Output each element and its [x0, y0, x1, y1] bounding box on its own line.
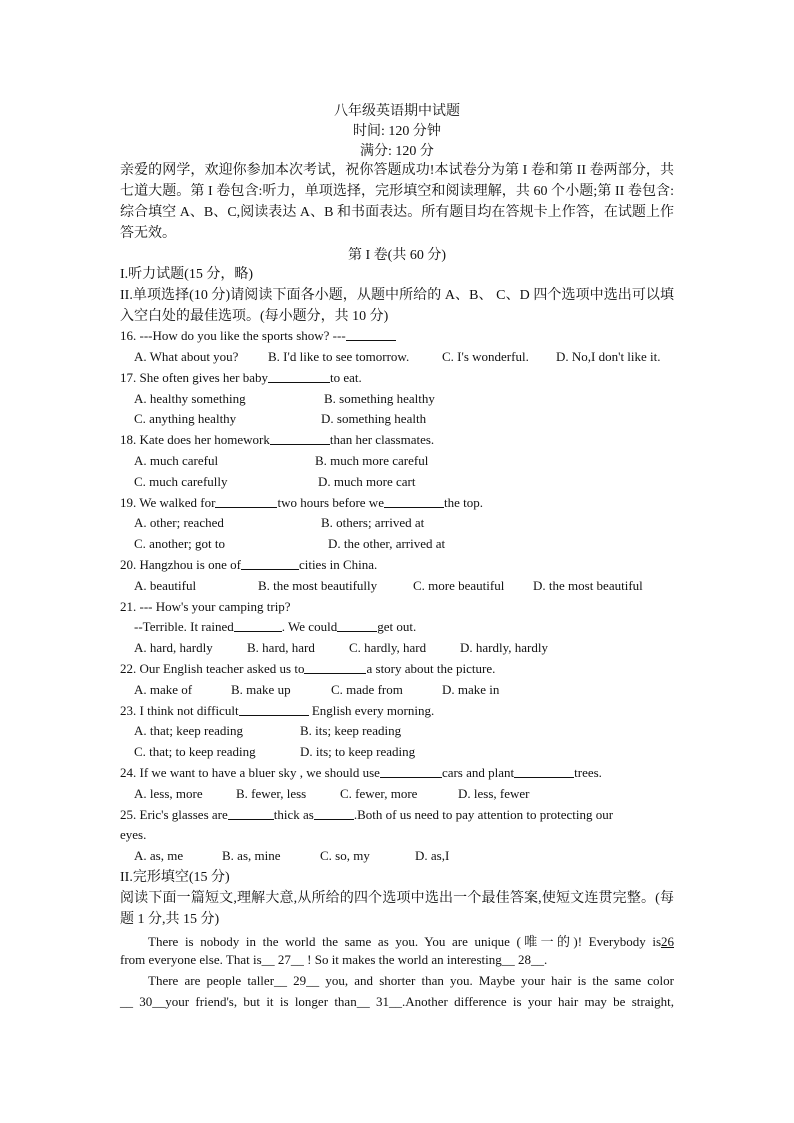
option-a: A. What about you?: [134, 349, 239, 364]
question-21-response-b: . We could: [281, 619, 338, 634]
passage-para1-line2: from everyone else. That is__ 27__ ! So it makes the world an interesting__ 28__.: [120, 952, 548, 967]
question-21-response-c: get out.: [377, 619, 417, 634]
question-20-options: [134, 578, 643, 594]
question-18-stem-a: 18. Kate does her homework: [120, 432, 270, 447]
option-a: A. that; keep reading: [134, 723, 244, 738]
question-22-stem-a: 22. Our English teacher asked us to: [120, 661, 305, 676]
question-25-stem-c: .Both of us need to pay attention to protecting our: [353, 807, 614, 822]
part1-title: 第 I 卷(共 60 分): [348, 248, 446, 263]
answer-blank: [241, 557, 299, 570]
question-17-options-row1: [134, 391, 435, 407]
question-22-stem-b: a story about the picture.: [366, 661, 496, 676]
option-a: A. less, more: [134, 786, 203, 801]
option-b: B. the most beautifully: [258, 578, 378, 593]
question-25-stem-b: thick as: [273, 807, 314, 822]
section3-instr-2: 题 1 分,共 15 分): [120, 912, 220, 927]
question-18-options-row2: [134, 474, 415, 490]
option-d: D. as,I: [415, 848, 450, 863]
passage-text: There is nobody in the world the same as you. You are unique (唯一的)! Everybody is: [148, 934, 661, 949]
question-17: [120, 370, 362, 386]
question-23-options-row1: [134, 723, 401, 739]
passage-para2-line2: __ 30__your friend's, but it is longer than__ 31__.Another difference is your hair may be straight,: [120, 994, 674, 1009]
option-c: C. made from: [331, 682, 403, 697]
question-17-stem-a: 17. She often gives her baby: [120, 370, 269, 385]
option-a: A. hard, hardly: [134, 640, 213, 655]
intro-line-3: 综合填空 A、B、C,阅读表达 A、B 和书面表达。所有题目均在答规卡上作答，在试题上作: [120, 205, 674, 220]
question-19-options-row1: [134, 515, 424, 531]
question-23: [120, 703, 434, 719]
passage-para1-line1: [148, 931, 674, 950]
answer-blank: [215, 495, 277, 508]
option-c: C. that; to keep reading: [134, 744, 256, 759]
option-b: B. fewer, less: [236, 786, 307, 801]
blank-26: 26: [661, 934, 674, 949]
question-16: [120, 328, 396, 344]
option-d: D. the other, arrived at: [328, 536, 446, 551]
question-17-stem-b: to eat.: [330, 370, 362, 385]
option-c: C. another; got to: [134, 536, 225, 551]
question-24-stem-a: 24. If we want to have a bluer sky , we should use: [120, 765, 380, 780]
option-d: D. much more cart: [318, 474, 416, 489]
option-a: A. other; reached: [134, 515, 224, 530]
option-d: D. something health: [321, 411, 427, 426]
option-d: D. No,I don't like it.: [556, 349, 661, 364]
question-19-options-row2: [134, 536, 445, 552]
option-d: D. its; to keep reading: [300, 744, 416, 759]
answer-blank: [384, 495, 444, 508]
question-21: 21. --- How's your camping trip?: [120, 599, 291, 614]
option-c: C. more beautiful: [413, 578, 505, 593]
option-c: C. much carefully: [134, 474, 228, 489]
question-19: [120, 495, 483, 511]
intro-line-2: 七道大题。第 I 卷包含:听力，单项选择，完形填空和阅读理解，共 60 个小题;第 II 卷包含:: [120, 184, 674, 199]
section3-heading: II.完形填空(15 分): [120, 870, 230, 885]
intro-line-4: 答无效。: [120, 226, 176, 241]
question-21-options: [134, 640, 548, 656]
answer-blank: [270, 432, 330, 445]
question-17-options-row2: [134, 411, 426, 427]
question-18-options-row1: [134, 453, 428, 469]
question-23-options-row2: [134, 744, 415, 760]
option-d: D. less, fewer: [458, 786, 530, 801]
question-24-stem-c: trees.: [574, 765, 602, 780]
option-c: C. anything healthy: [134, 411, 237, 426]
question-24: [120, 765, 602, 781]
section1-heading: I.听力试题(15 分，略): [120, 267, 253, 282]
exam-time: 时间: 120 分钟: [353, 124, 441, 139]
question-24-stem-b: cars and plant: [441, 765, 515, 780]
option-a: A. beautiful: [134, 578, 197, 593]
question-21-response: [134, 619, 416, 635]
option-a: A. much careful: [134, 453, 219, 468]
question-18-stem-b: than her classmates.: [329, 432, 435, 447]
question-19-stem-a: 19. We walked for: [120, 495, 216, 510]
answer-blank: [304, 661, 366, 674]
option-c: C. I's wonderful.: [442, 349, 529, 364]
question-16-stem: 16. ---How do you like the sports show? ---: [120, 328, 346, 343]
option-c: C. hardly, hard: [349, 640, 427, 655]
option-c: C. so, my: [320, 848, 370, 863]
option-b: B. something healthy: [324, 391, 435, 406]
passage-para2-line1: There are people taller__ 29__ you, and shorter than you. Maybe your hair is the same color: [148, 973, 674, 988]
question-25-line2: eyes.: [120, 827, 147, 842]
answer-blank: [337, 619, 377, 632]
intro-line-1: 亲爱的网学，欢迎你参加本次考试，祝你答题成功!本试卷分为第 I 卷和第 II 卷两部分，共: [120, 163, 674, 178]
answer-blank: [514, 765, 574, 778]
answer-blank: [380, 765, 442, 778]
option-b: B. hard, hard: [247, 640, 315, 655]
option-d: D. hardly, hardly: [460, 640, 548, 655]
answer-blank: [234, 619, 282, 632]
option-a: A. make of: [134, 682, 193, 697]
option-b: B. others; arrived at: [321, 515, 425, 530]
option-c: C. fewer, more: [340, 786, 418, 801]
answer-blank: [228, 807, 274, 820]
answer-blank: [239, 703, 309, 716]
option-a: A. healthy something: [134, 391, 246, 406]
option-b: B. make up: [231, 682, 291, 697]
question-25-stem-a: 25. Eric's glasses are: [120, 807, 228, 822]
question-21-response-a: --Terrible. It rained: [134, 619, 234, 634]
section2-instr-2: 入空白处的最佳选项。(每小题分，共 10 分): [120, 309, 389, 324]
question-19-stem-b: two hours before we: [277, 495, 384, 510]
section2-instr-1: II.单项选择(10 分)请阅读下面各小题，从题中所给的 A、B、 C、D 四个选项中选出可以填: [120, 288, 674, 303]
option-a: A. as, me: [134, 848, 184, 863]
question-25-options: [134, 848, 449, 864]
question-16-options: [134, 349, 661, 365]
question-20: [120, 557, 377, 573]
answer-blank: [314, 807, 354, 820]
question-23-stem-a: 23. I think not difficult: [120, 703, 239, 718]
question-20-stem-b: cities in China.: [298, 557, 378, 572]
section3-instr-1: 阅读下面一篇短文,理解大意,从所给的四个选项中选出一个最佳答案,使短文连贯完整。(每: [120, 891, 674, 906]
question-24-options: [134, 786, 529, 802]
option-b: B. I'd like to see tomorrow.: [268, 349, 410, 364]
option-d: D. make in: [442, 682, 500, 697]
question-25: [120, 807, 613, 823]
answer-blank: [346, 328, 396, 341]
question-23-stem-b: English every morning.: [308, 703, 435, 718]
answer-blank: [268, 370, 330, 383]
option-b: B. as, mine: [222, 848, 281, 863]
option-d: D. the most beautiful: [533, 578, 643, 593]
question-18: [120, 432, 434, 448]
question-19-stem-c: the top.: [443, 495, 483, 510]
question-20-stem-a: 20. Hangzhou is one of: [120, 557, 241, 572]
question-22-options: [134, 682, 499, 698]
question-22: [120, 661, 495, 677]
exam-score: 满分: 120 分: [360, 144, 434, 159]
option-b: B. its; keep reading: [300, 723, 402, 738]
exam-title: 八年级英语期中试题: [334, 104, 460, 119]
option-b: B. much more careful: [315, 453, 429, 468]
